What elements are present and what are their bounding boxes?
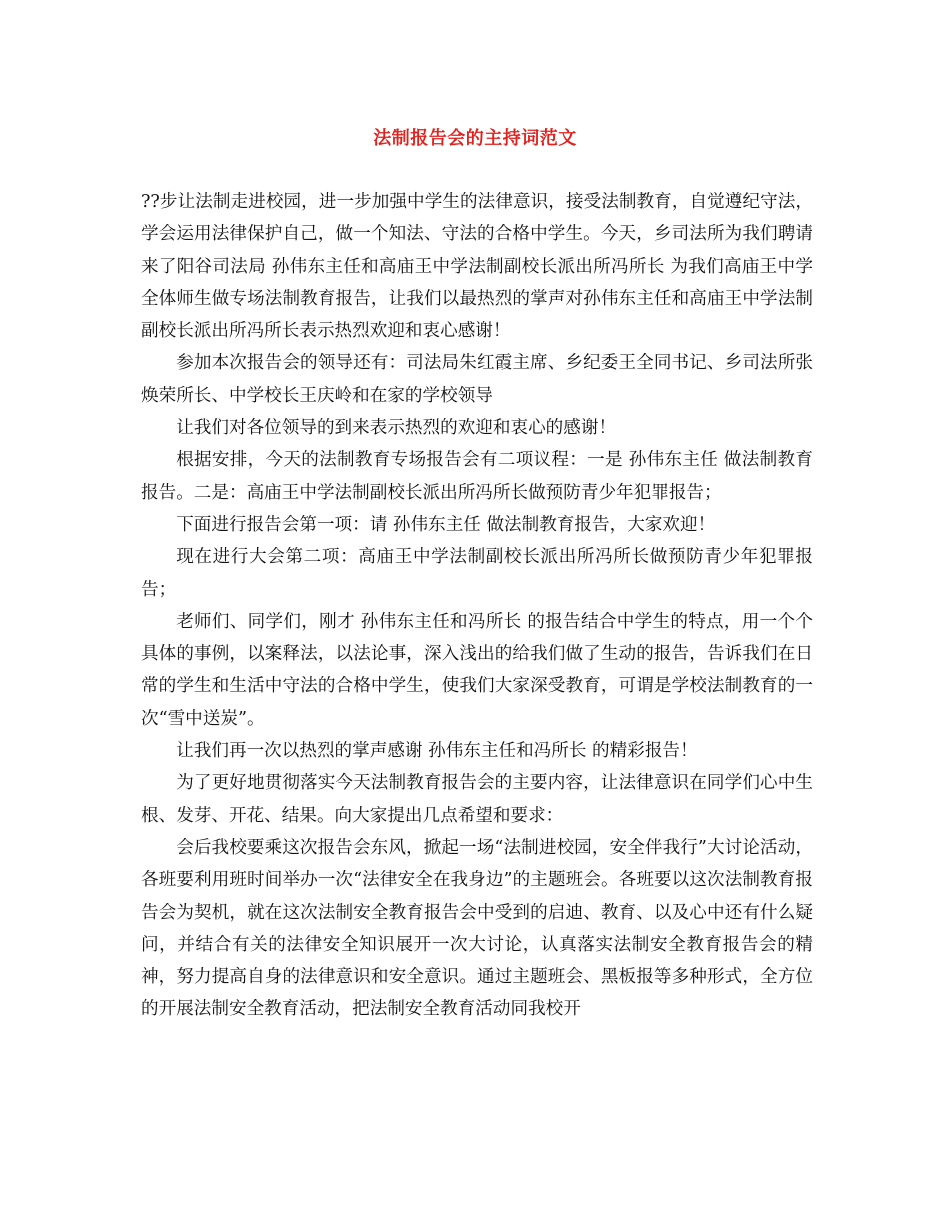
paragraph-item-one: 下面进行报告会第一项：请 孙伟东主任 做法制教育报告，大家欢迎！ (176, 514, 716, 535)
paragraph-item-two: 现在进行大会第二项：高庙王中学法制副校长派出所冯所长做预防青少年犯罪报告； (141, 547, 813, 600)
paragraph-activities: 会后我校要乘这次报告会东风，掀起一场“法制进校园，安全伴我行”大讨论活动，各班要利用班时间举办一次“法律安全在我身边”的主题班会。各班要以这次法制教育报告会为契机，就在这次法制安全教育报告会中受到的启迪、教育、以及心中还有什么疑问，并结合有关的法律安全知识展开一次大讨论，认真落实法制安全教育报告会的精神，努力提高自身的法律意识和安全意识。通过主题班会、黑板报等多种形式，全方位的开展法制安全教育活动，把法制安全教育活动同我校开 (141, 837, 813, 1020)
paragraph-leaders: 参加本次报告会的领导还有：司法局朱红霞主席、乡纪委王全同书记、乡司法所张焕荣所长、中学校长王庆岭和在家的学校领导 (141, 353, 813, 406)
document-title: 法制报告会的主持词范文 (373, 128, 577, 149)
paragraph-agenda: 根据安排，今天的法制教育专场报告会有二项议程：一是 孙伟东主任 做法制教育报告。二是：高庙王中学法制副校长派出所冯所长做预防青少年犯罪报告； (141, 450, 813, 503)
paragraph-intro: ??步让法制走进校园，进一步加强中学生的法律意识，接受法制教育，自觉遵纪守法，学会运用法律保护自己，做一个知法、守法的合格中学生。今天，乡司法所为我们聘请来了阳谷司法局 孙伟东主任和高庙王中学法制副校长派出所冯所长 为我们高庙王中学全体师生做专场法制教育报告，让我们以最热烈的掌声对孙伟东主任和高庙王中学法制副校长派出所冯所长表示热烈欢迎和衷心感谢！ (141, 192, 813, 342)
document-body (141, 186, 813, 1026)
paragraph-welcome: 让我们对各位领导的到来表示热烈的欢迎和衷心的感谢！ (176, 418, 617, 439)
paragraph-requirements: 为了更好地贯彻落实今天法制教育报告会的主要内容，让法律意识在同学们心中生根、发芽、开花、结果。向大家提出几点希望和要求： (141, 773, 813, 826)
paragraph-thanks: 让我们再一次以热烈的掌声感谢 孙伟东主任和冯所长 的精彩报告！ (176, 741, 698, 762)
paragraph-summary: 老师们、同学们，刚才 孙伟东主任和冯所长 的报告结合中学生的特点，用一个个具体的事例，以案释法，以法论事，深入浅出的给我们做了生动的报告，告诉我们在日常的学生和生活中守法的合格中学生，使我们大家深受教育，可谓是学校法制教育的一次“雪中送炭”。 (141, 611, 813, 729)
